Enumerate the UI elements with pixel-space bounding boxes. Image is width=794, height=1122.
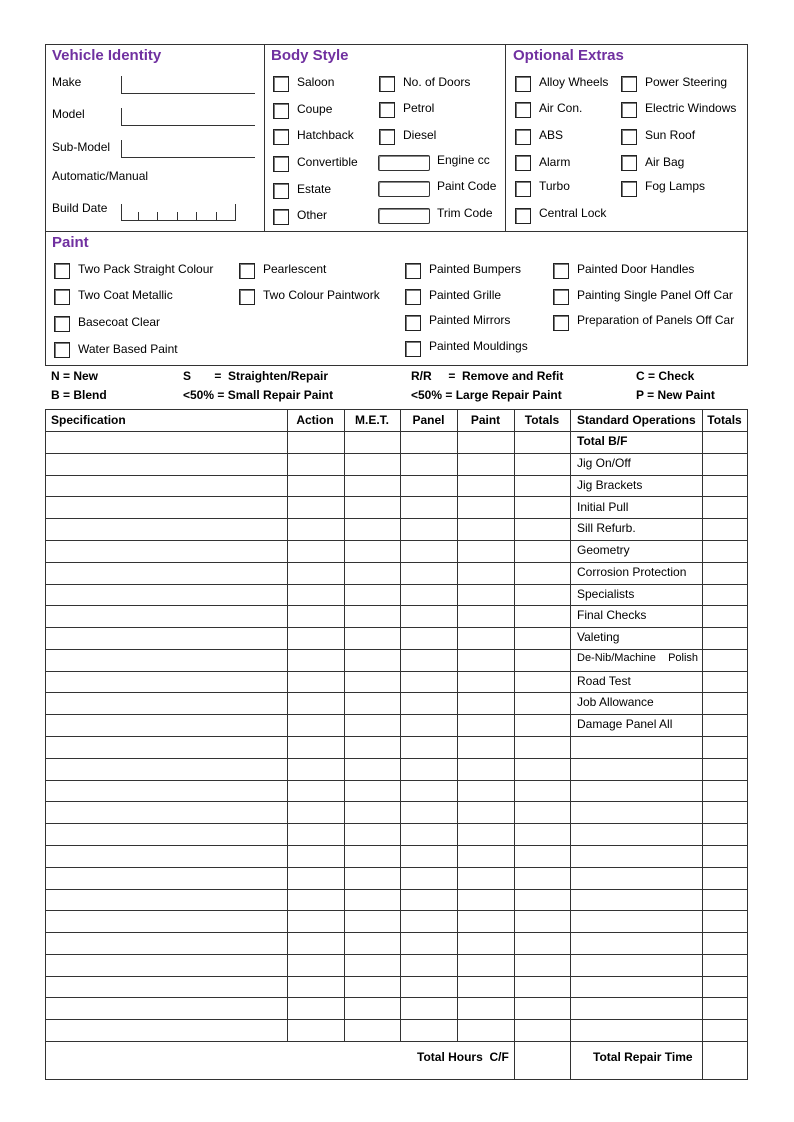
two-colour-checkbox[interactable]	[239, 289, 255, 305]
operation-item: Damage Panel All	[577, 717, 673, 731]
operation-item: Specialists	[577, 587, 635, 601]
fog-lamps-label: Fog Lamps	[645, 179, 706, 193]
coupe-checkbox[interactable]	[273, 103, 289, 119]
operation-item: Sill Refurb.	[577, 521, 636, 535]
table-rule	[45, 496, 748, 497]
table-rule	[400, 409, 401, 1041]
automatic-manual-label: Automatic/Manual	[52, 169, 149, 183]
pearlescent-checkbox[interactable]	[239, 263, 255, 279]
two-coat-label: Two Coat Metallic	[78, 288, 173, 302]
air-con-checkbox[interactable]	[515, 102, 531, 118]
totals-header-2: Totals	[707, 413, 742, 427]
table-rule	[45, 671, 748, 672]
basecoat-checkbox[interactable]	[54, 316, 70, 332]
panel-header: Panel	[412, 413, 445, 427]
air-bag-label: Air Bag	[645, 155, 685, 169]
other-label: Other	[297, 208, 328, 222]
table-rule	[45, 1041, 748, 1042]
table-rule	[45, 932, 748, 933]
totals-header: Totals	[524, 413, 560, 427]
make-field[interactable]	[121, 76, 255, 94]
power-steering-label: Power Steering	[645, 75, 728, 89]
hatchback-label: Hatchback	[297, 128, 354, 142]
no-of-doors-checkbox[interactable]	[379, 76, 395, 92]
bumpers-checkbox[interactable]	[405, 263, 421, 279]
table-rule	[45, 1019, 748, 1020]
table-rule	[514, 409, 515, 1080]
two-coat-checkbox[interactable]	[54, 289, 70, 305]
saloon-checkbox[interactable]	[273, 76, 289, 92]
table-rule	[45, 867, 748, 868]
water-based-checkbox[interactable]	[54, 342, 70, 358]
convertible-label: Convertible	[297, 155, 358, 169]
table-rule	[45, 801, 748, 802]
table-rule	[45, 780, 748, 781]
table-rule	[457, 409, 458, 1041]
engine-cc-label: Engine cc	[437, 153, 490, 167]
table-rule	[45, 954, 748, 955]
table-rule	[45, 889, 748, 890]
operation-item: Total B/F	[577, 434, 628, 448]
electric-windows-checkbox[interactable]	[621, 102, 637, 118]
prep-panels-label: Preparation of Panels Off Car	[577, 313, 735, 327]
optional-extras-title: Optional Extras	[513, 47, 624, 64]
bumpers-label: Painted Bumpers	[429, 262, 522, 276]
table-rule	[45, 714, 748, 715]
model-label: Model	[52, 107, 85, 121]
power-steering-checkbox[interactable]	[621, 76, 637, 92]
table-rule	[45, 431, 748, 432]
table-rule	[45, 475, 748, 476]
specification-header: Specification	[51, 413, 126, 427]
alloy-wheels-checkbox[interactable]	[515, 76, 531, 92]
table-rule	[45, 823, 748, 824]
trim-code-label: Trim Code	[437, 206, 493, 220]
two-pack-label: Two Pack Straight Colour	[78, 262, 214, 276]
operation-item: Geometry	[577, 543, 630, 557]
table-rule	[45, 649, 748, 650]
single-panel-checkbox[interactable]	[553, 289, 569, 305]
divider	[505, 44, 506, 231]
petrol-checkbox[interactable]	[379, 102, 395, 118]
grille-checkbox[interactable]	[405, 289, 421, 305]
estate-label: Estate	[297, 182, 332, 196]
table-rule	[45, 518, 748, 519]
alarm-checkbox[interactable]	[515, 155, 531, 171]
operation-item: Road Test	[577, 674, 631, 688]
key-straighten: S = Straighten/Repair	[183, 369, 329, 383]
sun-roof-checkbox[interactable]	[621, 129, 637, 145]
turbo-label: Turbo	[539, 179, 570, 193]
body-style-title: Body Style	[271, 47, 349, 64]
central-lock-checkbox[interactable]	[515, 208, 531, 224]
mouldings-label: Painted Mouldings	[429, 339, 528, 353]
divider	[264, 44, 265, 231]
sub-model-field[interactable]	[121, 140, 255, 158]
operation-item: Jig On/Off	[577, 456, 631, 470]
table-rule	[702, 409, 703, 1080]
saloon-label: Saloon	[297, 75, 335, 89]
table-rule	[45, 627, 748, 628]
total-hours-label: Total Hours C/F	[417, 1050, 509, 1064]
petrol-label: Petrol	[403, 101, 435, 115]
paint-code-field[interactable]	[378, 181, 430, 197]
table-rule	[570, 409, 571, 1080]
prep-panels-checkbox[interactable]	[553, 315, 569, 331]
table-rule	[45, 758, 748, 759]
key-blend: B = Blend	[51, 388, 107, 402]
estate-checkbox[interactable]	[273, 183, 289, 199]
met-header: M.E.T.	[354, 413, 389, 427]
mirrors-label: Painted Mirrors	[429, 313, 511, 327]
action-header: Action	[296, 413, 334, 427]
convertible-checkbox[interactable]	[273, 156, 289, 172]
build-date-label: Build Date	[52, 201, 108, 215]
engine-cc-field[interactable]	[378, 155, 430, 171]
diesel-checkbox[interactable]	[379, 129, 395, 145]
table-rule	[45, 540, 748, 541]
table-rule	[287, 409, 288, 1041]
air-con-label: Air Con.	[539, 101, 583, 115]
make-label: Make	[52, 75, 82, 89]
key-check: C = Check	[636, 369, 695, 383]
trim-code-field[interactable]	[378, 208, 430, 224]
total-repair-time-label: Total Repair Time	[593, 1050, 693, 1064]
single-panel-label: Painting Single Panel Off Car	[577, 288, 733, 302]
water-based-label: Water Based Paint	[78, 342, 178, 356]
two-pack-checkbox[interactable]	[54, 263, 70, 279]
turbo-checkbox[interactable]	[515, 181, 531, 197]
operation-item: Corrosion Protection	[577, 565, 687, 579]
operation-item: De-Nib/Machine Polish	[577, 652, 699, 664]
table-rule	[45, 453, 748, 454]
key-remove-refit: R/R = Remove and Refit	[411, 369, 564, 383]
paint-code-label: Paint Code	[437, 179, 497, 193]
operation-item: Valeting	[577, 630, 620, 644]
standard-operations-header: Standard Operations	[577, 413, 696, 427]
paint-header: Paint	[470, 413, 501, 427]
other-checkbox[interactable]	[273, 209, 289, 225]
door-handles-checkbox[interactable]	[553, 263, 569, 279]
alloy-wheels-label: Alloy Wheels	[539, 75, 609, 89]
paint-title: Paint	[52, 234, 89, 251]
key-new-paint: P = New Paint	[636, 388, 715, 402]
table-rule	[45, 605, 748, 606]
operation-item: Jig Brackets	[577, 478, 643, 492]
key-large-repair: <50% = Large Repair Paint	[411, 388, 562, 402]
fog-lamps-checkbox[interactable]	[621, 181, 637, 197]
alarm-label: Alarm	[539, 155, 571, 169]
table-rule	[45, 562, 748, 563]
mirrors-checkbox[interactable]	[405, 315, 421, 331]
sub-model-label: Sub-Model	[52, 140, 111, 154]
key-new: N = New	[51, 369, 99, 383]
table-rule	[45, 736, 748, 737]
operation-item: Job Allowance	[577, 695, 654, 709]
table-rule	[45, 976, 748, 977]
two-colour-label: Two Colour Paintwork	[263, 288, 380, 302]
coupe-label: Coupe	[297, 102, 333, 116]
table-rule	[45, 584, 748, 585]
operation-item: Initial Pull	[577, 500, 629, 514]
build-date-field[interactable]	[121, 204, 236, 221]
key-small-repair: <50% = Small Repair Paint	[183, 388, 334, 402]
grille-label: Painted Grille	[429, 288, 502, 302]
table-rule	[45, 910, 748, 911]
table-rule	[45, 997, 748, 998]
table-rule	[45, 845, 748, 846]
basecoat-label: Basecoat Clear	[78, 315, 161, 329]
divider	[45, 231, 748, 232]
abs-checkbox[interactable]	[515, 129, 531, 145]
air-bag-checkbox[interactable]	[621, 155, 637, 171]
hatchback-checkbox[interactable]	[273, 129, 289, 145]
electric-windows-label: Electric Windows	[645, 101, 737, 115]
operation-item: Final Checks	[577, 608, 647, 622]
no-of-doors-label: No. of Doors	[403, 75, 471, 89]
abs-label: ABS	[539, 128, 564, 142]
vehicle-identity-title: Vehicle Identity	[52, 47, 162, 64]
central-lock-label: Central Lock	[539, 206, 607, 220]
repair-table	[45, 409, 748, 1080]
model-field[interactable]	[121, 108, 255, 126]
door-handles-label: Painted Door Handles	[577, 262, 695, 276]
sun-roof-label: Sun Roof	[645, 128, 696, 142]
mouldings-checkbox[interactable]	[405, 341, 421, 357]
table-rule	[45, 692, 748, 693]
table-rule	[344, 409, 345, 1041]
diesel-label: Diesel	[403, 128, 437, 142]
pearlescent-label: Pearlescent	[263, 262, 327, 276]
